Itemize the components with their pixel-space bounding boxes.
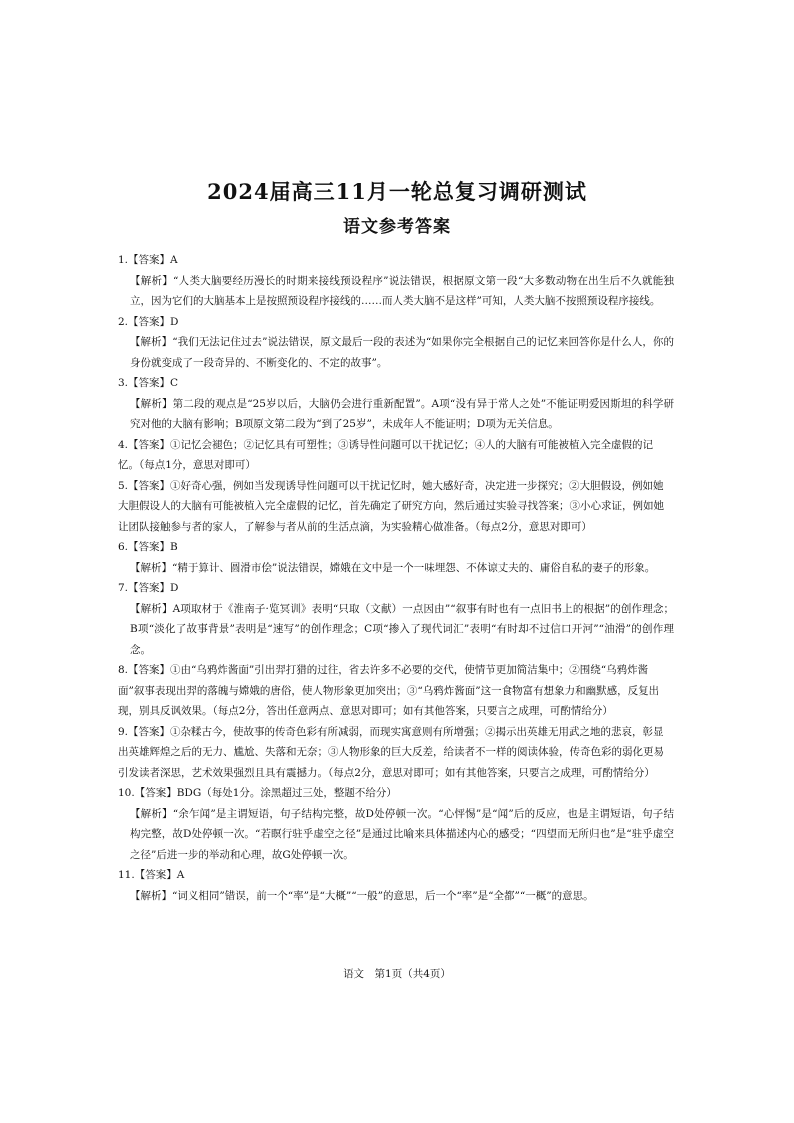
answer-item-3 [118, 373, 674, 435]
answer-item-2 [118, 312, 674, 374]
answer-item-5 [118, 476, 674, 538]
explanation-text: 【解析】“人类大脑要经历漫长的时期来接线预设程序”说法错误，根据原文第一段“大多数动物在出生后不久就能独立，因为它们的大脑基本上是按照预设程序接线的……而人类大脑不是这样”可知，人类大脑不按照预设程序接线。 [130, 274, 674, 307]
answer-item-7 [118, 578, 674, 660]
explanation-text: 【解析】“精于算计、圆滑市侩”说法错误，嫦娥在文中是一个一味埋怨、不体谅丈夫的、庸俗自私的妻子的形象。 [130, 561, 656, 574]
answer-line: 5.【答案】①好奇心强，例如当发现诱导性问题可以干扰记忆时，她大感好奇，决定进一步探究；②大胆假设，例如她大胆假设人的大脑有可能被植入完全虚假的记忆，首先确定了研究方向，然后通过实验寻找答案；③小心求证，例如她让团队接触参与者的家人，了解参与者从前的生活点滴，为实验精心做准备。（每点2分，意思对即可） [118, 479, 664, 533]
answer-line: 9.【答案】①杂糅古今，使故事的传奇色彩有所减弱，而现实寓意则有所增强；②揭示出英雄无用武之地的悲哀，彰显出英雄辉煌之后的无力、尴尬、失落和无奈；③人物形象的巨大反差，给读者不一样的阅读体验，传奇色彩的弱化更易引发读者深思，艺术效果强烈且具有震撼力。（每点2分，意思对即可；如有其他答案，只要言之成理，可酌情给分） [118, 725, 664, 779]
answer-line: 8.【答案】①由“乌鸦炸酱面”引出羿打猎的过往，省去许多不必要的交代，使情节更加简洁集中；②围绕“乌鸦炸酱面”叙事表现出羿的落魄与嫦娥的唐俗，使人物形象更加突出；③“乌鸦炸酱面”这一食物富有想象力和幽默感，反复出现，别具反讽效果。（每点2分，答出任意两点、意思对即可；如有其他答案，只要言之成理，可酌情给分） [118, 664, 660, 717]
answer-item-1 [118, 250, 674, 312]
answer-line: 2.【答案】D [118, 315, 179, 328]
page-title: 2024届高三11月一轮总复习调研测试 [207, 179, 587, 204]
answer-line: 4.【答案】①记忆会褪色；②记忆具有可塑性；③诱导性问题可以干扰记忆；④人的大脑有可能被植入完全虚假的记忆。（每点1分，意思对即可） [118, 438, 654, 471]
explanation-text: 【解析】A项取材于《淮南子·览冥训》表明“只取（文献）一点因由”“叙事有时也有一点旧书上的根据”的创作理念；B项“淡化了故事背景”表明是“速写”的创作理念；C项“掺入了现代词汇”表明“有时却不过信口开河”“油滑”的创作理念。 [130, 602, 674, 656]
answer-line: 7.【答案】D [118, 582, 179, 594]
answer-item-9 [118, 722, 674, 784]
answer-line: 10.【答案】BDG（每处1分。涂黑超过三处，整题不给分） [118, 787, 397, 799]
answer-item-8 [118, 660, 674, 722]
explanation-text: 【解析】第二段的观点是“25岁以后，大脑仍会进行重新配置”。A项“没有异于常人之处”不能证明爱因斯坦的科学研究对他的大脑有影响；B项原文第二段为“到了25岁”，未成年人不能证明；D项为无关信息。 [130, 397, 674, 430]
answer-line: 3.【答案】C [118, 377, 179, 389]
answer-line: 1.【答案】A [118, 254, 178, 266]
answer-item-11 [118, 865, 674, 906]
answer-item-10 [118, 783, 674, 865]
page-subtitle: 语文参考答案 [343, 217, 451, 237]
answer-line: 11.【答案】A [118, 869, 185, 881]
answer-item-4 [118, 435, 674, 476]
page-footer: 语文 第1页（共4页） [343, 968, 451, 980]
answer-item-6 [118, 537, 674, 578]
explanation-text: 【解析】“余乍闻”是主谓短语，句子结构完整，故D处停顿一次。“心怦惕”是“闻”后的反应，也是主谓短语，句子结构完整，故D处停顿一次。“若瞑行驻乎虚空之径”是通过比喻来具体描述内心的感受；“四望而无所归也”是“驻乎虚空之径”后进一步的举动和心理，故G处停顿一次。 [130, 807, 674, 861]
explanation-text: 【解析】“我们无法记住过去”说法错误，原文最后一段的表述为“如果你完全根据自己的记忆来回答你是什么人，你的身份就变成了一段奇异的、不断变化的、不定的故事”。 [130, 336, 674, 369]
answer-line: 6.【答案】B [118, 541, 178, 553]
answer-list [118, 250, 674, 906]
explanation-text: 【解析】“词义相同”错误，前一个“率”是“大概”“一般”的意思，后一个“率”是“全都”“一概”的意思。 [130, 889, 594, 902]
